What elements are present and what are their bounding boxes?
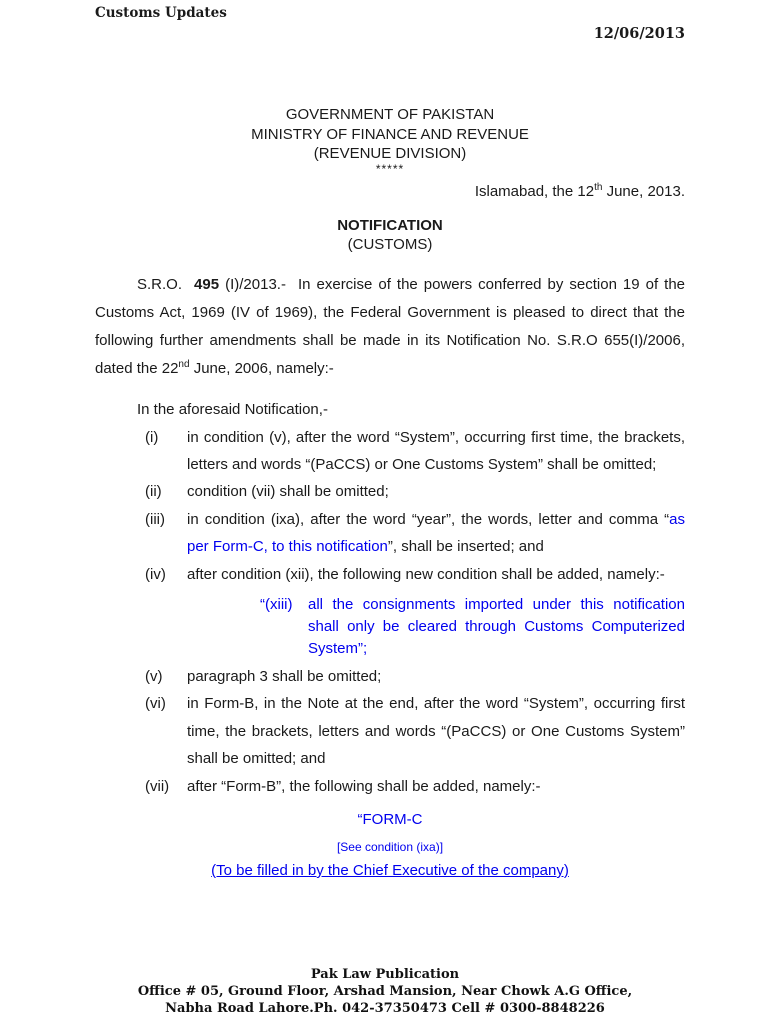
sub-item-text: all the consignments imported under this notification shall only be cleared through Customs Computerized System”; <box>308 595 685 657</box>
item-marker: (i) <box>145 428 159 446</box>
item-marker: (iv) <box>145 565 166 583</box>
amendment-item-iii <box>95 506 685 561</box>
place-date-rest: June, 2013. <box>602 182 685 200</box>
place-date-line <box>95 182 685 201</box>
item-marker: (iii) <box>145 510 165 528</box>
item-text: after “Form-B”, the following shall be added, namely:- <box>187 777 541 795</box>
ordinal-suffix-th: th <box>594 181 603 193</box>
item-marker: (vi) <box>145 695 166 713</box>
item-marker: (ii) <box>145 483 162 501</box>
publisher-address: Office # 05, Ground Floor, Arshad Mansion, Near Chowk A.G Office, <box>137 984 633 999</box>
new-condition-block <box>187 594 685 660</box>
header-publication-title: Customs Updates <box>95 5 227 21</box>
item-text: condition (vii) shall be omitted; <box>187 483 389 501</box>
publisher-contact: Nabha Road Lahore.Ph. 042-37350473 Cell # 0300-8848226 <box>165 1001 605 1016</box>
item-text-inserted-blue: as per Form-C, to this notification <box>187 510 685 556</box>
publisher-footer <box>0 966 770 1017</box>
intro-line: In the aforesaid Notification,- <box>137 400 328 418</box>
form-c-section <box>95 811 685 880</box>
notification-title: NOTIFICATION <box>337 216 443 234</box>
form-c-condition-ref: [See condition (ixa)] <box>336 839 444 854</box>
item-text: in condition (v), after the word “System”, occurring first time, the brackets, letters and words “(PaCCS) or One Customs System” shall be omitted; <box>187 428 685 473</box>
item-text <box>187 561 685 663</box>
separator-stars: ***** <box>375 161 405 176</box>
item-text-main: after condition (xii), the following new condition shall be added, namely:- <box>187 565 665 583</box>
letterhead-division-line: (REVENUE DIVISION) <box>313 145 467 162</box>
sro-lead: S.R.O. <box>137 275 195 293</box>
publisher-name: Pak Law Publication <box>310 967 460 982</box>
amendment-item-ii <box>95 478 685 505</box>
form-c-fill-note: (To be filled in by the Chief Executive of the company) <box>211 861 569 879</box>
item-text-black-1: in condition (ixa), after the word “year”, the words, letter and comma “ <box>187 510 670 528</box>
sro-body-2: June, 2006, namely:- <box>189 359 334 377</box>
notification-subtitle: (CUSTOMS) <box>347 235 433 253</box>
item-text-black-2: ”, shall be inserted; and <box>387 538 544 556</box>
sub-item-marker: “(xiii) <box>260 595 293 613</box>
notification-heading <box>95 216 685 254</box>
item-marker: (vii) <box>145 777 170 795</box>
letterhead-government-line: GOVERNMENT OF PAKISTAN <box>285 106 495 123</box>
amendment-item-i <box>95 424 685 479</box>
amendment-item-vi <box>95 690 685 772</box>
sro-number: 495 <box>194 275 220 293</box>
form-c-title: “FORM-C <box>357 810 423 828</box>
amendment-item-iv <box>95 561 685 663</box>
item-text <box>187 506 685 561</box>
item-text: paragraph 3 shall be omitted; <box>187 667 382 685</box>
amendment-item-v <box>95 663 685 690</box>
letterhead-ministry-line: MINISTRY OF FINANCE AND REVENUE <box>251 125 529 143</box>
page-header <box>95 5 685 43</box>
item-text: in Form-B, in the Note at the end, after the word “System”, occurring first time, the brackets, letters and words “(PaCCS) or One Customs System” shall be omitted; and <box>187 695 685 768</box>
place-date-text: Islamabad, the 12 <box>474 182 595 200</box>
sro-body-1: (I)/2013.- In exercise of the powers conferred by section 19 of the Customs Act, 1969 (IV of 1969), the Federal Government is pleased to direct that the following further amendments shall be made in its Notification No. S.R.O 655(I)/2006, dated the 22 <box>95 275 686 377</box>
ordinal-suffix-nd: nd <box>178 358 190 370</box>
amendments-list <box>95 424 685 800</box>
item-marker: (v) <box>145 667 163 685</box>
sro-paragraph <box>95 271 685 383</box>
header-date: 12/06/2013 <box>593 25 685 42</box>
amendment-item-vii <box>95 773 685 800</box>
letterhead <box>95 105 685 175</box>
